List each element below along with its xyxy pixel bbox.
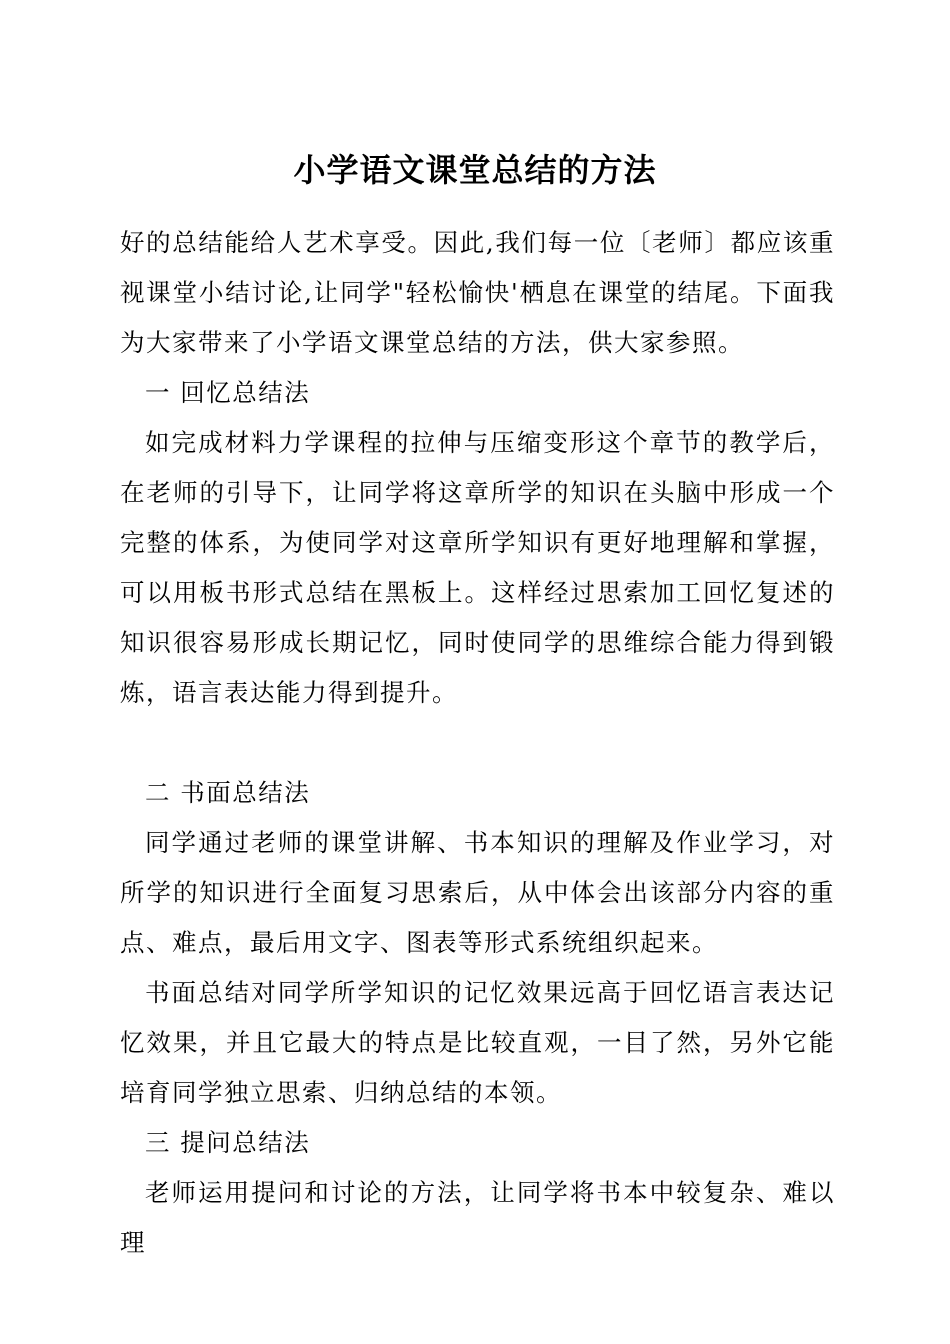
recall-paragraph: 如完成材料力学课程的拉伸与压缩变形这个章节的教学后，在老师的引导下，让同学将这章所学的知识在头脑中形成一个完整的体系，为使同学对这章所学知识有更好地理解和掌握，可以用板书形式总结在黑板上。这样经过思索加工回忆复述的知识很容易形成长期记忆，同时使同学的思维综合能力得到锻炼，语言表达能力得到提升。 [120, 428, 835, 707]
document-body [120, 218, 835, 1268]
section-heading-question: 三 提问总结法 [145, 1128, 311, 1157]
intro-paragraph: 好的总结能给人艺术享受。因此,我们每一位〔老师〕都应该重视课堂小结讨论,让同学"轻松愉快'栖息在课堂的结尾。下面我为大家带来了小学语文课堂总结的方法，供大家参照。 [120, 228, 835, 357]
section-heading-recall: 一 回忆总结法 [145, 378, 311, 407]
question-paragraph: 老师运用提问和讨论的方法，让同学将书本中较复杂、难以理 [120, 1178, 835, 1257]
written-paragraph-1: 同学通过老师的课堂讲解、书本知识的理解及作业学习，对所学的知识进行全面复习思索后，从中体会出该部分内容的重点、难点，最后用文字、图表等形式系统组织起来。 [120, 828, 835, 957]
page-title: 小学语文课堂总结的方法 [293, 151, 657, 189]
written-paragraph-2: 书面总结对同学所学知识的记忆效果远高于回忆语言表达记忆效果，并且它最大的特点是比较直观，一目了然，另外它能培育同学独立思索、归纳总结的本领。 [120, 978, 835, 1107]
section-heading-written: 二 书面总结法 [145, 778, 311, 807]
paragraph-spacer [120, 718, 835, 768]
